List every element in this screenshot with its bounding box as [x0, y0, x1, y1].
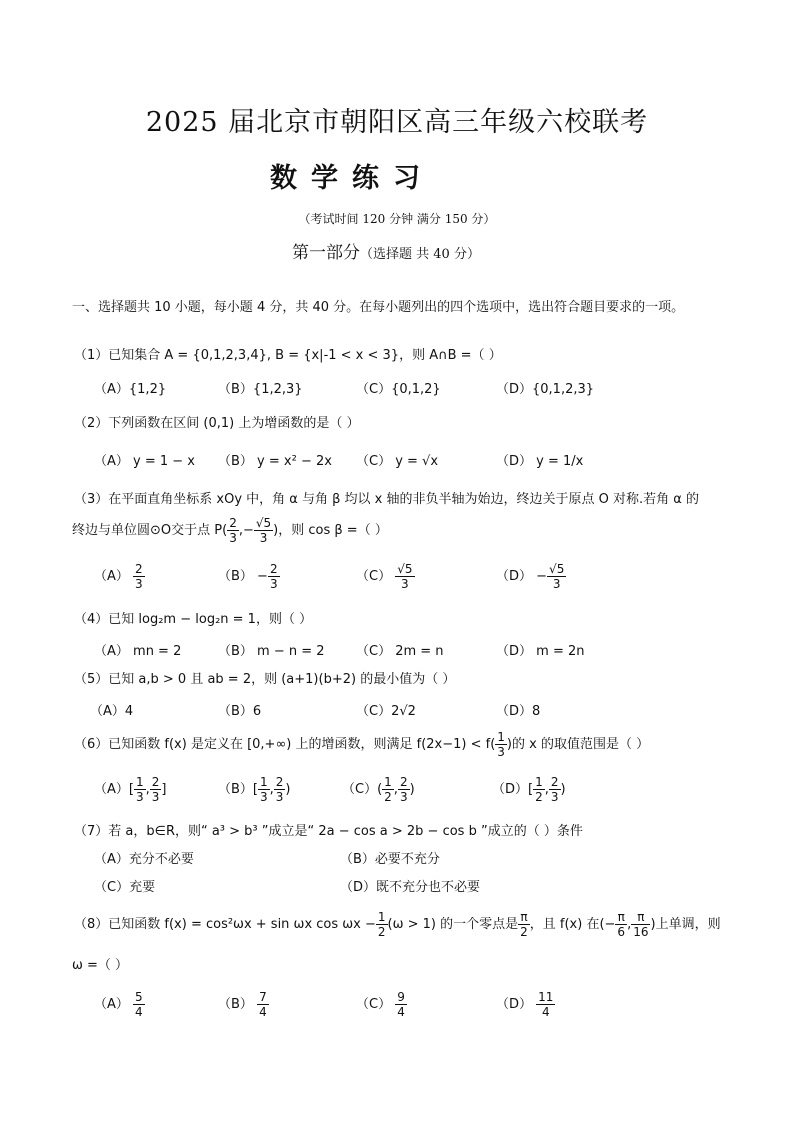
q3-option-b: （B） − $\frac{2}{3}$ [218, 562, 278, 591]
q1-option-d: （D）{0,1,2,3} [496, 382, 595, 397]
question-1-stem: （1）已知集合 A = {0,1,2,3,4}, B = {x|-1 < x < 3}，则 A∩B =（ ） [74, 348, 502, 363]
question-6-stem: （6）已知函数 f(x) 是定义在 [0,+∞) 上的增函数，则满足 f(2x−1) < f( $\frac{1}{3}$ )的 x 的取值范围是（ ） [74, 730, 650, 759]
exam-title: 2025 届北京市朝阳区高三年级六校联考 [145, 107, 649, 138]
q5-option-c: （C）2√2 [356, 704, 416, 719]
q6-stem-frac: $\frac{1}{3}$ [497, 730, 505, 759]
part-main: 第一部分 [292, 243, 360, 263]
q4-option-d: （D） m = 2n [496, 644, 585, 659]
q5-option-b: （B）6 [218, 704, 262, 719]
q3-point-label: P( [214, 523, 228, 538]
q3-point-x: $\frac{2}{3}$ [229, 516, 237, 545]
q5-option-a: （A）4 [90, 704, 134, 719]
q4-option-b: （B） m − n = 2 [218, 644, 325, 659]
q2-option-d: （D） y = 1/x [496, 454, 584, 469]
q6-stem-pre: （6）已知函数 f(x) 是定义在 [0,+∞) 上的增函数，则满足 f(2x−1) < f [74, 737, 491, 752]
q2-option-a: （A） y = 1 − x [94, 454, 195, 469]
exam-note: （考试时间 120 分钟 满分 150 分） [298, 212, 496, 226]
q3-option-d: （D） − $\frac{√5}{3}$ [496, 562, 565, 591]
exam-subtitle: 数学练习 [270, 163, 434, 194]
q1-option-c: （C）{0,1,2} [356, 382, 441, 397]
q5-option-d: （D）8 [496, 704, 541, 719]
question-8-stem-line2: ω =（ ） [72, 958, 129, 973]
q8-stem-mid: (ω > 1) 的一个零点是 [387, 917, 519, 932]
q6-option-c: （C）( $\frac{1}{2}$ , $\frac{2}{3}$ ) [342, 775, 415, 804]
q4-option-a: （A） mn = 2 [94, 644, 182, 659]
q8-option-c: （C） $\frac{9}{4}$ [356, 990, 405, 1019]
q3-stem2-post: )，则 cos β =（ ） [273, 523, 388, 538]
q6-option-a: （A）[ $\frac{1}{3}$ , $\frac{2}{3}$ ] [94, 775, 167, 804]
q8-frac-zero: $\frac{\pi}{2}$ [520, 910, 528, 939]
q2-option-b: （B） y = x² − 2x [218, 454, 332, 469]
q8-option-d: （D） $\frac{11}{4}$ [496, 990, 554, 1019]
question-8-stem: （8）已知函数 f(x) = cos²ωx + sin ωx cos ωx − $\frac{1}{2}$ (ω > 1) 的一个零点是 $\frac{\pi}{2}$ ，且 f(x) 在(− $\frac{\pi}{6}$ , $\frac{\pi}{16}$ )上单调，则 [74, 910, 721, 939]
q1-option-a: （A）{1,2} [94, 382, 167, 397]
q8-stem-pre: （8）已知函数 f(x) = cos²ωx + sin ωx cos ωx − [74, 917, 376, 932]
q3-option-c: （C） $\frac{√5}{3}$ [356, 562, 413, 591]
q6-stem-post: 的 x 的取值范围是（ ） [512, 737, 650, 752]
q3-stem2-pre: 终边与单位圆⊙O交于点 [72, 523, 211, 538]
question-5-stem: （5）已知 a,b > 0 且 ab = 2，则 (a+1)(b+2) 的最小值为（ ） [74, 672, 456, 687]
q8-frac-half: $\frac{1}{2}$ [377, 910, 386, 939]
question-7-stem: （7）若 a，b∈R，则“ a³ > b³ ”成立是“ 2a − cos a > 2b − cos b ”成立的（ ）条件 [74, 824, 583, 839]
q8-stem-end: 上单调，则 [655, 917, 721, 932]
q2-option-c: （C） y = √x [356, 454, 439, 469]
q7-option-b: （B）必要不充分 [340, 852, 440, 867]
q7-option-d: （D）既不充分也不必要 [340, 880, 481, 895]
q8-stem-post: ，且 f(x) 在 [529, 917, 600, 932]
q4-option-c: （C） 2m = n [356, 644, 444, 659]
q8-interval-b: $\frac{\pi}{16}$ [633, 910, 649, 939]
q3-point-y: $\frac{√5}{3}$ [255, 516, 272, 545]
q8-interval-a: $\frac{\pi}{6}$ [617, 910, 626, 939]
question-4-stem: （4）已知 log₂m − log₂n = 1，则（ ） [74, 612, 313, 627]
q6-option-b: （B）[ $\frac{1}{3}$ , $\frac{2}{3}$ ) [218, 775, 291, 804]
question-3-stem-line2: 终边与单位圆⊙O交于点 P( $\frac{2}{3}$ ,− $\frac{√5}{3}$ )，则 cos β =（ ） [72, 516, 388, 545]
q3-option-a: （A） $\frac{2}{3}$ [94, 562, 143, 591]
q7-option-a: （A）充分不必要 [94, 852, 194, 867]
q6-option-d: （D）[ $\frac{1}{2}$ , $\frac{2}{3}$ ) [492, 775, 566, 804]
q8-option-b: （B） $\frac{7}{4}$ [218, 990, 267, 1019]
q1-option-b: （B）{1,2,3} [218, 382, 303, 397]
q7-option-c: （C）充要 [94, 880, 156, 895]
question-3-stem: （3）在平面直角坐标系 xOy 中，角 α 与角 β 均以 x 轴的非负半轴为始边，终边关于原点 O 对称.若角 α 的 [74, 492, 699, 507]
section-instructions: 一、选择题共 10 小题，每小题 4 分，共 40 分。在每小题列出的四个选项中，选出符合题目要求的一项。 [72, 300, 685, 315]
part-sub: （选择题 共 40 分） [360, 247, 480, 262]
part-heading [292, 238, 480, 263]
q8-option-a: （A） $\frac{5}{4}$ [94, 990, 143, 1019]
question-2-stem: （2）下列函数在区间 (0,1) 上为增函数的是（ ） [74, 416, 360, 431]
